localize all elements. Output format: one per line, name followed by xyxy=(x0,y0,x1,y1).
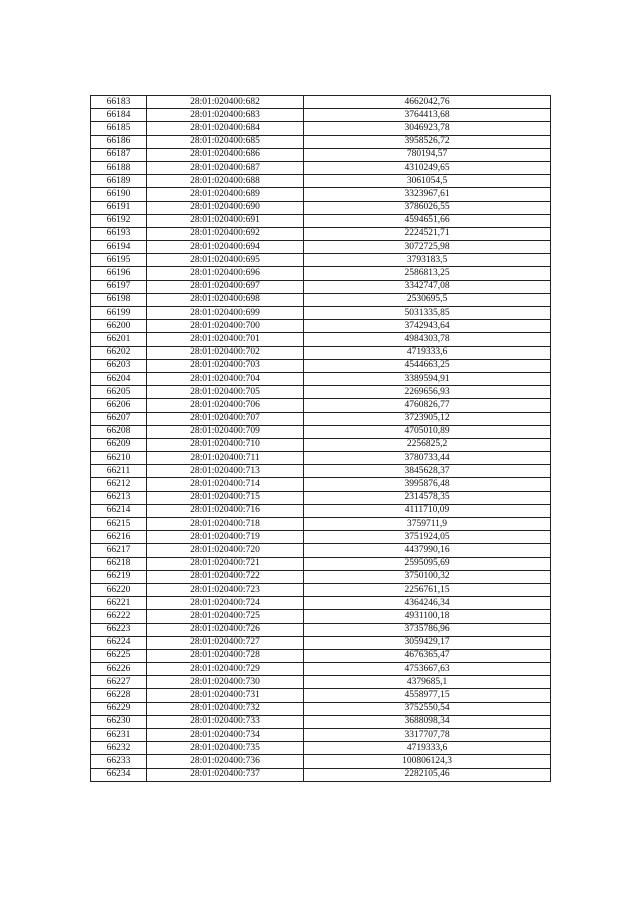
cadastral-number-cell: 28:01:020400:715 xyxy=(147,491,304,504)
row-number-cell: 66198 xyxy=(91,293,147,306)
table-row xyxy=(91,175,551,188)
row-number-cell: 66211 xyxy=(91,465,147,478)
row-number-cell: 66212 xyxy=(91,478,147,491)
table-row xyxy=(91,254,551,267)
cadastral-number-cell: 28:01:020400:731 xyxy=(147,689,304,702)
cadastral-number-cell: 28:01:020400:730 xyxy=(147,676,304,689)
table-row xyxy=(91,320,551,333)
table-row xyxy=(91,293,551,306)
table-row xyxy=(91,359,551,372)
row-number-cell: 66228 xyxy=(91,689,147,702)
cadastral-value-cell: 3793183,5 xyxy=(304,254,551,267)
cadastral-value-cell: 4558977,15 xyxy=(304,689,551,702)
table-row xyxy=(91,465,551,478)
cadastral-number-cell: 28:01:020400:709 xyxy=(147,425,304,438)
row-number-cell: 66186 xyxy=(91,135,147,148)
table-row xyxy=(91,214,551,227)
table-row xyxy=(91,188,551,201)
row-number-cell: 66233 xyxy=(91,755,147,768)
table-row xyxy=(91,570,551,583)
row-number-cell: 66195 xyxy=(91,254,147,267)
table-row xyxy=(91,227,551,240)
cadastral-value-cell: 3780733,44 xyxy=(304,452,551,465)
table-row xyxy=(91,583,551,596)
row-number-cell: 66226 xyxy=(91,663,147,676)
cadastral-value-cell: 3317707,78 xyxy=(304,729,551,742)
row-number-cell: 66194 xyxy=(91,241,147,254)
cadastral-number-cell: 28:01:020400:734 xyxy=(147,729,304,742)
cadastral-value-cell: 2256825,2 xyxy=(304,438,551,451)
cadastral-value-cell: 2586813,25 xyxy=(304,267,551,280)
row-number-cell: 66203 xyxy=(91,359,147,372)
row-number-cell: 66199 xyxy=(91,307,147,320)
cadastral-value-cell: 2595095,69 xyxy=(304,557,551,570)
cadastral-number-cell: 28:01:020400:736 xyxy=(147,755,304,768)
cadastral-value-cell: 4719333,6 xyxy=(304,346,551,359)
row-number-cell: 66218 xyxy=(91,557,147,570)
cadastral-number-cell: 28:01:020400:685 xyxy=(147,135,304,148)
cadastral-value-cell: 3742943,64 xyxy=(304,320,551,333)
row-number-cell: 66204 xyxy=(91,372,147,385)
table-row xyxy=(91,729,551,742)
row-number-cell: 66196 xyxy=(91,267,147,280)
cadastral-number-cell: 28:01:020400:702 xyxy=(147,346,304,359)
table-row xyxy=(91,201,551,214)
cadastral-value-cell: 4364246,34 xyxy=(304,597,551,610)
cadastral-value-cell: 3342747,08 xyxy=(304,280,551,293)
table-row xyxy=(91,610,551,623)
cadastral-value-cell: 3059429,17 xyxy=(304,636,551,649)
table-row xyxy=(91,280,551,293)
cadastral-value-cell: 2314578,35 xyxy=(304,491,551,504)
row-number-cell: 66185 xyxy=(91,122,147,135)
cadastral-number-cell: 28:01:020400:705 xyxy=(147,386,304,399)
cadastral-value-cell: 3061054,5 xyxy=(304,175,551,188)
row-number-cell: 66197 xyxy=(91,280,147,293)
cadastral-number-cell: 28:01:020400:682 xyxy=(147,96,304,109)
table-row xyxy=(91,544,551,557)
cadastral-value-cell: 4662042,76 xyxy=(304,96,551,109)
cadastral-number-cell: 28:01:020400:696 xyxy=(147,267,304,280)
cadastral-number-cell: 28:01:020400:727 xyxy=(147,636,304,649)
table-row xyxy=(91,161,551,174)
cadastral-value-cell: 100806124,3 xyxy=(304,755,551,768)
cadastral-number-cell: 28:01:020400:694 xyxy=(147,241,304,254)
cadastral-number-cell: 28:01:020400:713 xyxy=(147,465,304,478)
cadastral-value-cell: 3764413,68 xyxy=(304,109,551,122)
row-number-cell: 66229 xyxy=(91,702,147,715)
row-number-cell: 66190 xyxy=(91,188,147,201)
table-row xyxy=(91,623,551,636)
table-row xyxy=(91,491,551,504)
table-row xyxy=(91,307,551,320)
cadastral-value-cell: 4594651,66 xyxy=(304,214,551,227)
cadastral-value-cell: 2282105,46 xyxy=(304,768,551,781)
table-row xyxy=(91,689,551,702)
cadastral-number-cell: 28:01:020400:706 xyxy=(147,399,304,412)
cadastral-value-cell: 3958526,72 xyxy=(304,135,551,148)
cadastral-value-cell: 3323967,61 xyxy=(304,188,551,201)
table-row xyxy=(91,412,551,425)
table-row xyxy=(91,676,551,689)
cadastral-number-cell: 28:01:020400:724 xyxy=(147,597,304,610)
cadastral-value-cell: 4705010,89 xyxy=(304,425,551,438)
cadastral-number-cell: 28:01:020400:684 xyxy=(147,122,304,135)
cadastral-number-cell: 28:01:020400:725 xyxy=(147,610,304,623)
row-number-cell: 66206 xyxy=(91,399,147,412)
cadastral-value-table xyxy=(90,95,551,782)
row-number-cell: 66213 xyxy=(91,491,147,504)
row-number-cell: 66208 xyxy=(91,425,147,438)
table-row xyxy=(91,755,551,768)
row-number-cell: 66200 xyxy=(91,320,147,333)
row-number-cell: 66183 xyxy=(91,96,147,109)
row-number-cell: 66221 xyxy=(91,597,147,610)
table-row xyxy=(91,399,551,412)
cadastral-value-cell: 4310249,65 xyxy=(304,161,551,174)
row-number-cell: 66225 xyxy=(91,649,147,662)
row-number-cell: 66230 xyxy=(91,715,147,728)
cadastral-number-cell: 28:01:020400:732 xyxy=(147,702,304,715)
cadastral-number-cell: 28:01:020400:695 xyxy=(147,254,304,267)
table-row xyxy=(91,109,551,122)
table-row xyxy=(91,636,551,649)
cadastral-number-cell: 28:01:020400:728 xyxy=(147,649,304,662)
cadastral-number-cell: 28:01:020400:688 xyxy=(147,175,304,188)
cadastral-number-cell: 28:01:020400:718 xyxy=(147,518,304,531)
cadastral-number-cell: 28:01:020400:692 xyxy=(147,227,304,240)
cadastral-number-cell: 28:01:020400:686 xyxy=(147,148,304,161)
table-row xyxy=(91,742,551,755)
table-row xyxy=(91,96,551,109)
row-number-cell: 66209 xyxy=(91,438,147,451)
cadastral-value-cell: 4437990,16 xyxy=(304,544,551,557)
cadastral-value-cell: 4760826,77 xyxy=(304,399,551,412)
table-body xyxy=(91,96,551,782)
row-number-cell: 66219 xyxy=(91,570,147,583)
table-row xyxy=(91,504,551,517)
table-row xyxy=(91,702,551,715)
table-row xyxy=(91,372,551,385)
cadastral-value-cell: 4544663,25 xyxy=(304,359,551,372)
cadastral-value-cell: 4676365,47 xyxy=(304,649,551,662)
cadastral-value-cell: 3752550,54 xyxy=(304,702,551,715)
cadastral-value-cell: 3072725,98 xyxy=(304,241,551,254)
cadastral-value-cell: 4931100,18 xyxy=(304,610,551,623)
table-row xyxy=(91,597,551,610)
cadastral-value-cell: 3046923,78 xyxy=(304,122,551,135)
cadastral-value-cell: 3723905,12 xyxy=(304,412,551,425)
row-number-cell: 66232 xyxy=(91,742,147,755)
cadastral-number-cell: 28:01:020400:697 xyxy=(147,280,304,293)
cadastral-number-cell: 28:01:020400:733 xyxy=(147,715,304,728)
cadastral-value-cell: 5031335,85 xyxy=(304,307,551,320)
table-row xyxy=(91,531,551,544)
cadastral-value-cell: 3751924,05 xyxy=(304,531,551,544)
table-row xyxy=(91,386,551,399)
cadastral-value-cell: 3389594,91 xyxy=(304,372,551,385)
cadastral-number-cell: 28:01:020400:716 xyxy=(147,504,304,517)
cadastral-number-cell: 28:01:020400:698 xyxy=(147,293,304,306)
row-number-cell: 66184 xyxy=(91,109,147,122)
row-number-cell: 66216 xyxy=(91,531,147,544)
table-row xyxy=(91,649,551,662)
cadastral-value-cell: 2530695,5 xyxy=(304,293,551,306)
cadastral-number-cell: 28:01:020400:700 xyxy=(147,320,304,333)
cadastral-number-cell: 28:01:020400:701 xyxy=(147,333,304,346)
row-number-cell: 66192 xyxy=(91,214,147,227)
cadastral-number-cell: 28:01:020400:683 xyxy=(147,109,304,122)
cadastral-value-cell: 3750100,32 xyxy=(304,570,551,583)
cadastral-value-cell: 3759711,9 xyxy=(304,518,551,531)
cadastral-value-cell: 2224521,71 xyxy=(304,227,551,240)
table-row xyxy=(91,425,551,438)
cadastral-number-cell: 28:01:020400:689 xyxy=(147,188,304,201)
row-number-cell: 66187 xyxy=(91,148,147,161)
table-row xyxy=(91,478,551,491)
cadastral-number-cell: 28:01:020400:703 xyxy=(147,359,304,372)
row-number-cell: 66227 xyxy=(91,676,147,689)
row-number-cell: 66207 xyxy=(91,412,147,425)
row-number-cell: 66188 xyxy=(91,161,147,174)
cadastral-value-cell: 3735786,96 xyxy=(304,623,551,636)
table-row xyxy=(91,557,551,570)
table-row xyxy=(91,518,551,531)
table-row xyxy=(91,135,551,148)
table-row xyxy=(91,267,551,280)
cadastral-number-cell: 28:01:020400:711 xyxy=(147,452,304,465)
row-number-cell: 66234 xyxy=(91,768,147,781)
table-row xyxy=(91,346,551,359)
cadastral-number-cell: 28:01:020400:737 xyxy=(147,768,304,781)
cadastral-number-cell: 28:01:020400:722 xyxy=(147,570,304,583)
cadastral-number-cell: 28:01:020400:729 xyxy=(147,663,304,676)
cadastral-number-cell: 28:01:020400:687 xyxy=(147,161,304,174)
cadastral-value-cell: 3845628,37 xyxy=(304,465,551,478)
row-number-cell: 66231 xyxy=(91,729,147,742)
cadastral-value-cell: 3688098,34 xyxy=(304,715,551,728)
cadastral-number-cell: 28:01:020400:721 xyxy=(147,557,304,570)
table-row xyxy=(91,241,551,254)
cadastral-value-cell: 3995876,48 xyxy=(304,478,551,491)
cadastral-value-cell: 4379685,1 xyxy=(304,676,551,689)
row-number-cell: 66189 xyxy=(91,175,147,188)
cadastral-number-cell: 28:01:020400:723 xyxy=(147,583,304,596)
cadastral-number-cell: 28:01:020400:707 xyxy=(147,412,304,425)
table-row xyxy=(91,438,551,451)
row-number-cell: 66220 xyxy=(91,583,147,596)
cadastral-value-cell: 780194,57 xyxy=(304,148,551,161)
cadastral-number-cell: 28:01:020400:720 xyxy=(147,544,304,557)
cadastral-number-cell: 28:01:020400:719 xyxy=(147,531,304,544)
row-number-cell: 66222 xyxy=(91,610,147,623)
row-number-cell: 66215 xyxy=(91,518,147,531)
row-number-cell: 66210 xyxy=(91,452,147,465)
row-number-cell: 66193 xyxy=(91,227,147,240)
cadastral-number-cell: 28:01:020400:714 xyxy=(147,478,304,491)
row-number-cell: 66217 xyxy=(91,544,147,557)
row-number-cell: 66202 xyxy=(91,346,147,359)
cadastral-value-cell: 4753667,63 xyxy=(304,663,551,676)
cadastral-number-cell: 28:01:020400:690 xyxy=(147,201,304,214)
row-number-cell: 66214 xyxy=(91,504,147,517)
row-number-cell: 66205 xyxy=(91,386,147,399)
cadastral-number-cell: 28:01:020400:691 xyxy=(147,214,304,227)
cadastral-value-cell: 4984303,78 xyxy=(304,333,551,346)
row-number-cell: 66223 xyxy=(91,623,147,636)
table-row xyxy=(91,768,551,781)
table-row xyxy=(91,663,551,676)
table-row xyxy=(91,148,551,161)
cadastral-value-cell: 4111710,09 xyxy=(304,504,551,517)
table-row xyxy=(91,452,551,465)
cadastral-number-cell: 28:01:020400:726 xyxy=(147,623,304,636)
row-number-cell: 66224 xyxy=(91,636,147,649)
cadastral-value-cell: 4719333,6 xyxy=(304,742,551,755)
cadastral-value-cell: 2269656,93 xyxy=(304,386,551,399)
cadastral-number-cell: 28:01:020400:699 xyxy=(147,307,304,320)
table-row xyxy=(91,715,551,728)
row-number-cell: 66201 xyxy=(91,333,147,346)
cadastral-value-cell: 3786026,55 xyxy=(304,201,551,214)
cadastral-value-cell: 2256761,15 xyxy=(304,583,551,596)
table-row xyxy=(91,333,551,346)
cadastral-number-cell: 28:01:020400:735 xyxy=(147,742,304,755)
cadastral-number-cell: 28:01:020400:710 xyxy=(147,438,304,451)
table-row xyxy=(91,122,551,135)
cadastral-number-cell: 28:01:020400:704 xyxy=(147,372,304,385)
row-number-cell: 66191 xyxy=(91,201,147,214)
